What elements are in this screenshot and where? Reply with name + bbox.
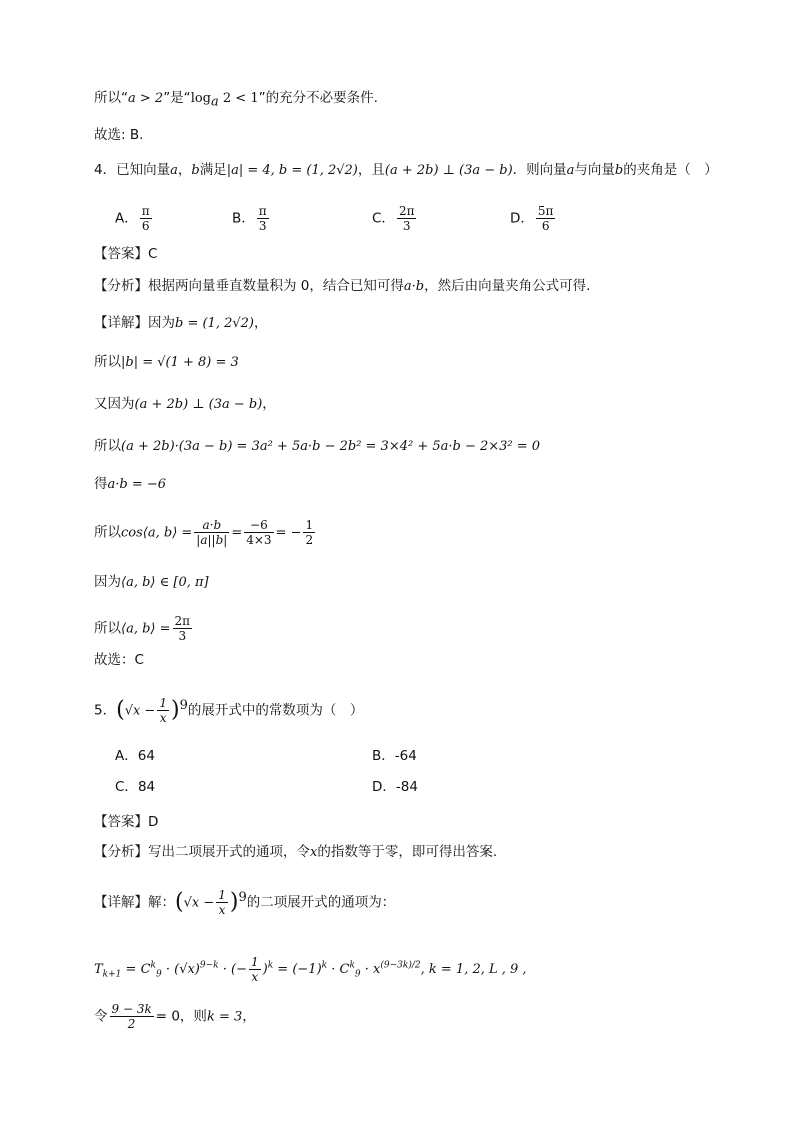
text: 所以“ (94, 90, 128, 106)
general-term (94, 955, 527, 985)
analysis-4 (94, 276, 590, 297)
option-value: 64 (137, 748, 155, 764)
superscript: 9−k (199, 960, 219, 971)
superscript: k (321, 960, 328, 971)
solve-line (94, 1002, 256, 1031)
question-number: 5． (94, 702, 117, 719)
exponent: 9 (238, 890, 247, 905)
text: ， (262, 396, 276, 412)
text: ， (253, 315, 268, 331)
denominator: 3 (402, 219, 411, 233)
math: 2 < 1 (218, 91, 259, 106)
numerator: 1 (218, 888, 226, 902)
superscript: k (267, 960, 274, 971)
text: ”是“ (163, 90, 191, 106)
text: 与向量 (574, 162, 615, 178)
text: 得 (94, 476, 108, 492)
numerator: 2π (398, 204, 415, 218)
fraction (303, 518, 315, 547)
fraction (173, 614, 193, 643)
option-d[interactable] (372, 777, 418, 797)
numerator: 1 (305, 518, 314, 532)
text: 所以 (94, 620, 121, 637)
vector-b: b (614, 163, 624, 178)
numerator: a·b (194, 518, 229, 533)
math: (a + 2b)·(3a − b) = 3a² + 5a·b − 2b² = 3×4² + 5a·b − 2×3² = 0 (121, 439, 541, 454)
fraction (536, 204, 556, 233)
detail-tag: 【详解】 (94, 315, 148, 331)
analysis-tag: 【分析】 (94, 844, 148, 860)
math: = (231, 525, 243, 541)
math: |a| = 4, b = (1, 2√2) (226, 163, 358, 178)
answer-value: D (148, 814, 159, 830)
text: ， (177, 162, 192, 178)
step-1 (94, 352, 239, 373)
subscript: k+1 (102, 969, 122, 980)
detail-tag: 【详解】 (94, 894, 148, 911)
conclusion-line (94, 88, 378, 113)
text: 因为 (94, 574, 121, 590)
option-value: -64 (394, 748, 417, 764)
denominator: 6 (141, 219, 150, 233)
option-label: B． (372, 748, 395, 764)
math: x (310, 845, 318, 860)
text: 的夹角是（ ） (623, 162, 718, 178)
text: 解： (148, 894, 175, 911)
analysis-5 (94, 842, 497, 863)
text: ，且 (357, 162, 385, 178)
math: |b| = √(1 + 8) = 3 (121, 355, 239, 370)
option-c[interactable] (115, 777, 155, 797)
question-number: 4． (94, 162, 117, 178)
fraction (216, 888, 228, 917)
numerator: 2π (174, 614, 191, 628)
choice-line: 故选: B. (94, 127, 144, 143)
numerator: 1 (159, 696, 167, 710)
option-label: A． (115, 210, 138, 227)
analysis-tag: 【分析】 (94, 278, 148, 294)
denominator: x (218, 903, 226, 917)
answer-5 (94, 812, 158, 832)
math: T (94, 962, 103, 977)
option-label: C． (372, 210, 395, 227)
step-4 (94, 474, 166, 495)
text: 写出二项展开式的通项，令 (148, 844, 310, 860)
denominator: 6 (541, 219, 550, 233)
answer-tag: 【答案】 (94, 246, 148, 262)
text: 的展开式中的常数项为（ ） (187, 702, 364, 719)
math: ) (262, 962, 268, 977)
text: 令 (94, 1008, 108, 1025)
text: = 0，则 (155, 1008, 207, 1025)
text: ， (242, 1008, 256, 1025)
math: = (−1) (273, 962, 322, 977)
math: ⟨a, b⟩ = (121, 621, 171, 637)
option-b[interactable] (372, 746, 417, 766)
math-log: log (190, 91, 211, 106)
math: = C (121, 962, 151, 977)
choice-line-4: 故选：C (94, 652, 144, 668)
fraction (110, 1002, 154, 1031)
fraction (194, 518, 229, 547)
detail-4 (94, 313, 267, 334)
superscript: (9−3k)/2 (380, 960, 421, 971)
text: ，然后由向量夹角公式可得. (424, 278, 591, 294)
option-label: D． (372, 779, 396, 795)
answer-value: C (148, 246, 158, 262)
numerator: 5π (537, 204, 554, 218)
option-label: C． (115, 779, 138, 795)
step-5 (94, 518, 317, 547)
vector-a: a (170, 163, 178, 178)
text: 满足 (199, 162, 227, 178)
math: · x (360, 962, 381, 977)
detail-5: 【详解】解：(√x − $\frac{1}{x}$ )$^9$的二项展开式的通项为： (94, 888, 396, 917)
math: · C (327, 962, 350, 977)
math: a > 2 (128, 91, 164, 106)
paren: ) (170, 697, 180, 723)
denominator: 2 (305, 533, 314, 547)
math: cos⟨a, b⟩ = (121, 525, 193, 541)
fraction (157, 696, 169, 725)
option-a[interactable] (115, 746, 155, 766)
option-label: D． (510, 210, 534, 227)
text: 所以 (94, 354, 121, 370)
step-2 (94, 394, 276, 415)
superscript: k (349, 960, 355, 971)
option-c[interactable] (372, 204, 418, 233)
math: · (− (218, 962, 247, 977)
paren: ( (116, 697, 125, 723)
denominator: |a||b| (196, 533, 228, 547)
text: 所以 (94, 438, 121, 454)
step-3 (94, 436, 540, 457)
math-log-base: a (211, 94, 219, 110)
math: = − (275, 525, 302, 541)
question-4 (94, 160, 718, 181)
fraction (244, 518, 273, 547)
denominator: 3 (178, 629, 187, 643)
superscript: k (150, 960, 156, 971)
math: , k = 1, 2, L , 9 , (420, 962, 527, 977)
option-label: B． (232, 210, 255, 227)
subscript: 9 (354, 969, 361, 980)
math: k = 3 (206, 1009, 243, 1025)
step-7 (94, 614, 194, 643)
text: 因为 (148, 315, 175, 331)
denominator: 2 (127, 1017, 136, 1031)
numerator: 9 − 3k (111, 1002, 152, 1016)
math: ⟨a, b⟩ ∈ [0, π] (121, 575, 209, 590)
text: 又因为 (94, 396, 135, 412)
math: √x − (124, 703, 156, 719)
option-value: 84 (137, 779, 156, 795)
math: (a + 2b) ⊥ (3a − b) (384, 163, 513, 178)
text: 的二项展开式的通项为： (246, 894, 396, 911)
text: 已知向量 (116, 162, 171, 178)
text: ．则向量 (512, 162, 567, 178)
text: 的指数等于零，即可得出答案. (317, 844, 498, 860)
math: a·b = −6 (107, 477, 167, 492)
numerator: −6 (244, 518, 273, 533)
numerator: 1 (250, 955, 259, 969)
math: a·b (403, 279, 425, 294)
option-label: A． (115, 748, 138, 764)
vector-b: b (191, 163, 200, 178)
option-a[interactable] (115, 204, 154, 233)
text: 所以 (94, 524, 121, 541)
step-6 (94, 572, 209, 593)
text: 根据两向量垂直数量积为 0，结合已知可得 (148, 278, 404, 294)
exponent: 9 (179, 698, 188, 713)
fraction (140, 204, 152, 233)
question-5 (94, 696, 363, 725)
math: √x − (183, 895, 215, 911)
option-b[interactable] (232, 204, 271, 233)
denominator: 3 (258, 219, 267, 233)
math: (a + 2b) ⊥ (3a − b) (134, 397, 263, 412)
denominator: x (159, 711, 167, 725)
numerator: π (258, 204, 267, 218)
denominator: x (251, 970, 259, 984)
math: · (√x) (161, 962, 200, 977)
fraction (397, 204, 417, 233)
math: b = (1, 2√2) (175, 316, 254, 331)
option-value: -84 (395, 779, 418, 795)
vector-a: a (566, 163, 575, 178)
fraction (249, 955, 261, 984)
answer-tag: 【答案】 (94, 814, 148, 830)
subscript: 9 (155, 969, 162, 980)
fraction (257, 204, 269, 233)
denominator: 4×3 (246, 533, 272, 547)
option-d[interactable] (510, 204, 557, 233)
text: ”的充分不必要条件. (258, 90, 378, 106)
numerator: π (141, 204, 150, 218)
answer-4 (94, 244, 157, 264)
